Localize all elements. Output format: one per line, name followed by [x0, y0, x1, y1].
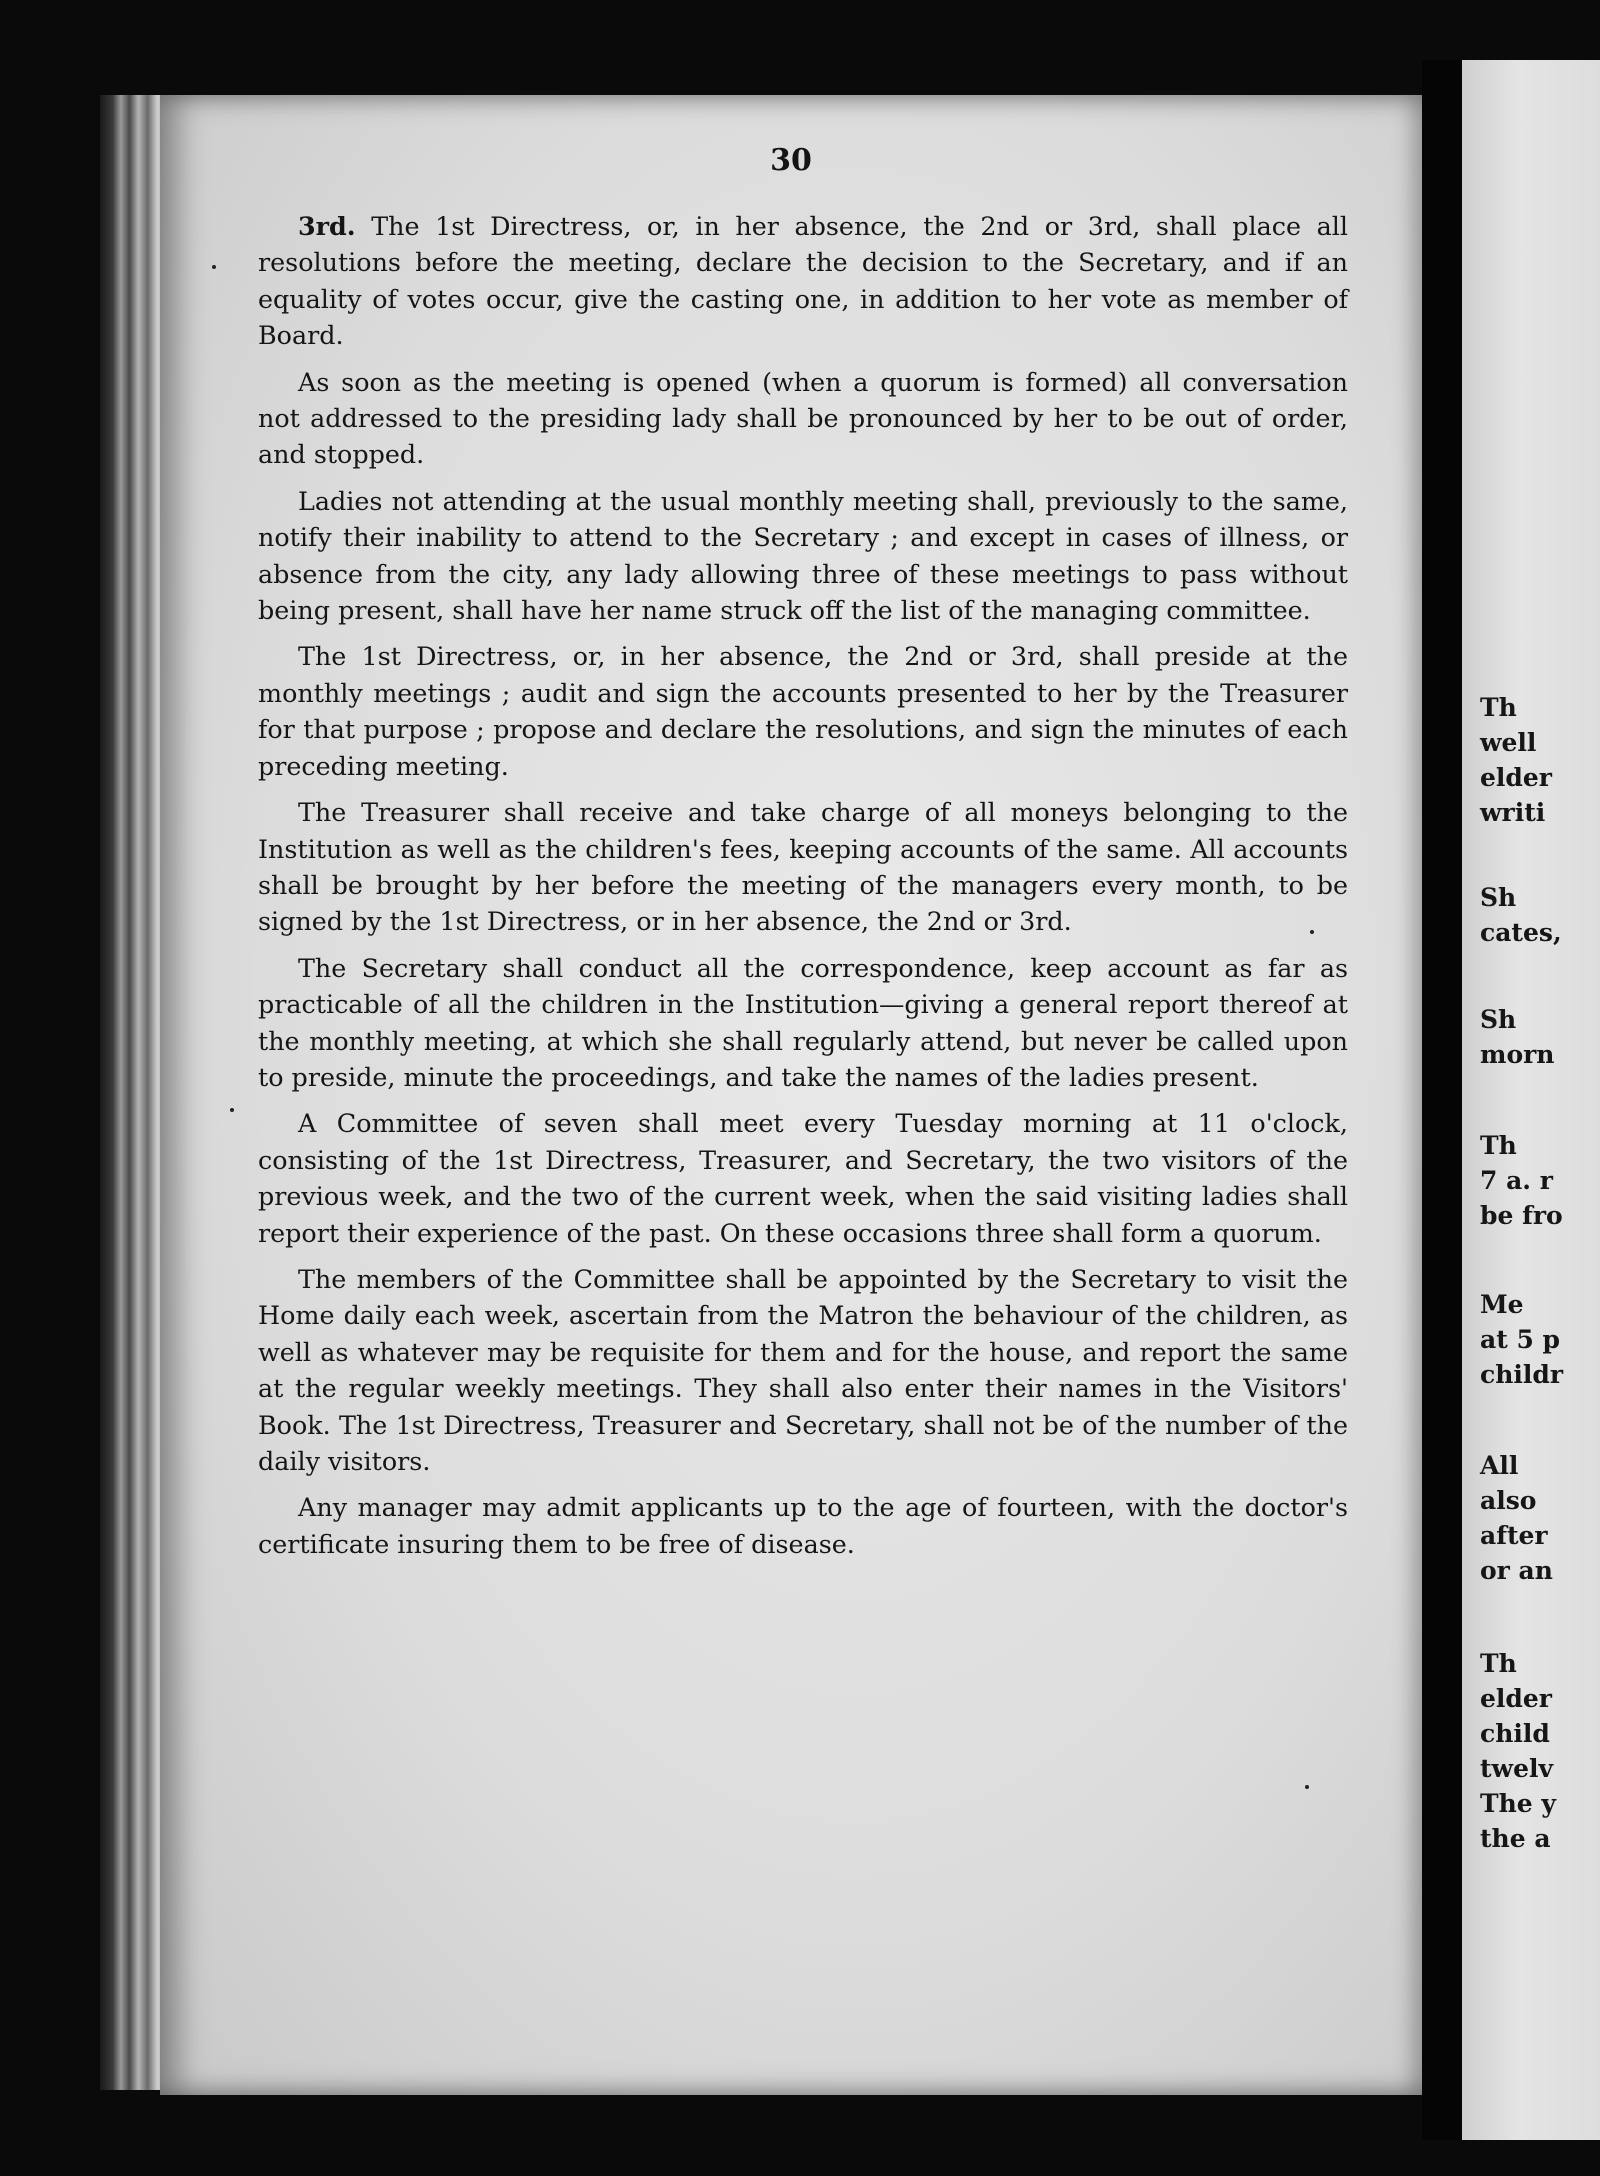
fragment-line: well	[1480, 728, 1537, 757]
fragment-line: Th	[1480, 1131, 1517, 1160]
fragment-line: after	[1480, 1521, 1548, 1550]
paragraph-text: Ladies not attending at the usual monthly meeting shall, previously to the same, notify their inability to attend to the Secretary ; and except in cases of illness, or absence from the city, any lady allowing three of these meetings to pass without being present, shall have her name struck off the list of the managing committee.	[258, 485, 1348, 626]
fragment-line: Th	[1480, 1649, 1517, 1678]
fragment-group	[1480, 1002, 1563, 1072]
fragment-group	[1480, 690, 1563, 830]
paragraph	[258, 483, 1348, 629]
paragraph-text: The 1st Directress, or, in her absence, the 2nd or 3rd, shall preside at the monthly meetings ; audit and sign the accounts presented to her by the Treasurer for that purpose ; propose and declare the resolutions, and sign the minutes of each preceding meeting.	[258, 641, 1348, 781]
book-page-left	[160, 95, 1422, 2095]
fragment-line: the a	[1480, 1824, 1551, 1853]
fragment-line: morn	[1480, 1040, 1555, 1069]
fragment-line: childr	[1480, 1360, 1564, 1389]
fragment-line: cates,	[1480, 918, 1562, 947]
paragraph	[258, 364, 1348, 473]
fragment-line: Sh	[1480, 883, 1517, 912]
paragraph-text: As soon as the meeting is opened (when a quorum is formed) all conversation not addressed to the presiding lady shall be pronounced by her to be out of order, and stopped.	[258, 366, 1348, 470]
fragment-line: Th	[1480, 693, 1517, 722]
paper-speck	[212, 265, 216, 269]
paragraph-text: The 1st Directress, or, in her absence, the 2nd or 3rd, shall place all resolutions before the meeting, declare the decision to the Secretary, and if an equality of votes occur, give the casting one, in addition to her vote as member of Board.	[258, 211, 1348, 351]
paragraph	[258, 950, 1348, 1096]
paragraph-text: A Committee of seven shall meet every Tuesday morning at 11 o'clock, consisting of the 1st Directress, Treasurer, and Secretary, the two visitors of the previous week, and the two of the current week, when the said visiting ladies shall report their experience of the past. On these occasions three shall form a quorum.	[258, 1108, 1348, 1248]
paper-speck	[1310, 930, 1314, 934]
fragment-line: or an	[1480, 1556, 1553, 1585]
right-page-text-fragments	[1480, 640, 1563, 1856]
fragment-group	[1480, 1128, 1563, 1233]
fragment-line: at 5 p	[1480, 1325, 1561, 1354]
paragraph-text: The members of the Committee shall be appointed by the Secretary to visit the Home daily each week, ascertain from the Matron the behaviour of the children, as well as whatever may be requisite for them and for the house, and report the same at the regular weekly meetings. They shall also enter their names in the Visitors' Book. The 1st Directress, Treasurer and Secretary, shall not be of the number of the daily visitors.	[258, 1263, 1348, 1476]
fragment-line: writi	[1480, 798, 1546, 827]
fragment-group	[1480, 880, 1563, 950]
paragraph-text: Any manager may admit applicants up to the age of fourteen, with the doctor's certificate insuring them to be free of disease.	[258, 1492, 1348, 1559]
fragment-line: All	[1480, 1451, 1519, 1480]
paragraph	[258, 638, 1348, 784]
fragment-line: twelv	[1480, 1754, 1553, 1783]
paragraph	[258, 794, 1348, 940]
paragraph	[258, 1489, 1348, 1562]
paragraph-lead: 3rd.	[298, 211, 356, 241]
fragment-group	[1480, 1448, 1563, 1588]
paragraph	[258, 1105, 1348, 1251]
book-spine-shadow	[1422, 60, 1462, 2140]
paragraph-text: The Treasurer shall receive and take charge of all moneys belonging to the Institution as well as the children's fees, keeping accounts of the same. All accounts shall be brought by her before the meeting of the managers every month, to be signed by the 1st Directress, or in her absence, the 2nd or 3rd.	[258, 797, 1348, 937]
fragment-group	[1480, 1646, 1563, 1856]
fragment-line: child	[1480, 1719, 1550, 1748]
fragment-line: be fro	[1480, 1201, 1563, 1230]
paper-speck	[1305, 1785, 1309, 1789]
fragment-line: elder	[1480, 1684, 1552, 1713]
page-body	[258, 208, 1348, 1572]
paper-speck	[230, 1108, 234, 1112]
paragraph	[258, 208, 1348, 354]
book-page-right-fragment	[1462, 60, 1600, 2140]
fragment-line: The y	[1480, 1789, 1556, 1818]
paragraph	[258, 1261, 1348, 1479]
fragment-line: 7 a. r	[1480, 1166, 1553, 1195]
page-number: 30	[770, 143, 812, 178]
paragraph-text: The Secretary shall conduct all the correspondence, keep account as far as practicable of all the children in the Institution—giving a general report thereof at the monthly meeting, at which she shall regularly attend, but never be called upon to preside, minute the proceedings, and take the names of the ladies present.	[258, 952, 1348, 1092]
fragment-line: Sh	[1480, 1005, 1517, 1034]
fragment-line: Me	[1480, 1290, 1524, 1319]
fragment-group	[1480, 1287, 1563, 1392]
fragment-line: elder	[1480, 763, 1552, 792]
fragment-line: also	[1480, 1486, 1537, 1515]
